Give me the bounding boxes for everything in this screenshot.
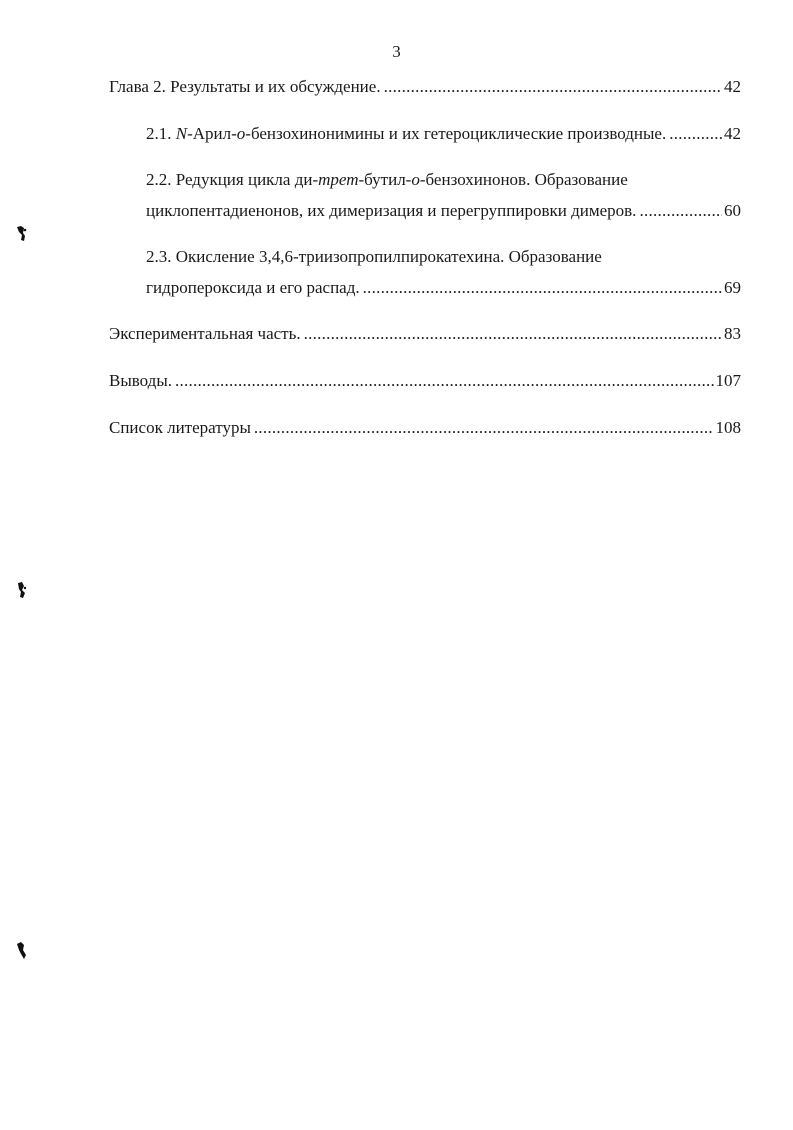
toc-leader-dots xyxy=(384,77,722,97)
toc-entry-conclusions[interactable] xyxy=(109,371,741,391)
toc-leader-dots xyxy=(639,201,722,221)
toc-entry-section-2-3-line1[interactable]: 2.3. Окисление 3,4,6-триизопропилпирокатехина. Образование xyxy=(146,247,602,266)
toc-leader-dots xyxy=(175,371,713,391)
toc-entry-references[interactable] xyxy=(109,418,741,438)
page-number: 3 xyxy=(392,42,401,61)
toc-entry-page: 69 xyxy=(724,278,741,297)
toc-entry-page: 107 xyxy=(715,371,741,390)
toc-leader-dots xyxy=(304,324,722,344)
toc-leader-dots xyxy=(669,124,722,144)
toc-entry-title: Выводы. xyxy=(109,371,173,390)
toc-entry-chapter2[interactable] xyxy=(109,77,741,97)
toc-leader-dots xyxy=(363,278,722,298)
toc-entry-page: 108 xyxy=(715,418,741,437)
toc-entry-title: циклопентадиенонов, их димеризация и перегруппировки димеров. xyxy=(146,201,637,220)
toc-entry-section-2-3[interactable] xyxy=(146,278,741,298)
toc-entry-title: 2.1. N-Арил-о-бензохинонимины и их гетероциклические производные. xyxy=(146,124,667,143)
toc-entry-page: 42 xyxy=(724,77,741,96)
binder-mark-icon xyxy=(14,224,30,244)
toc-entry-section-2-1[interactable] xyxy=(146,124,741,144)
toc-entry-page: 83 xyxy=(724,324,741,343)
toc-entry-title: Экспериментальная часть. xyxy=(109,324,301,343)
toc-leader-dots xyxy=(254,418,714,438)
toc-entry-page: 42 xyxy=(724,124,741,143)
toc-entry-section-2-2-line1[interactable]: 2.2. Редукция цикла ди-трет-бутил-о-бензохинонов. Образование xyxy=(146,170,628,189)
toc-entry-title: Список литературы xyxy=(109,418,251,437)
toc-entry-experimental[interactable] xyxy=(109,324,741,344)
binder-mark-icon xyxy=(14,940,30,962)
toc-entry-section-2-2[interactable] xyxy=(146,201,741,221)
toc-entry-title: Глава 2. Результаты и их обсуждение. xyxy=(109,77,381,96)
toc-entry-title: гидропероксида и его распад. xyxy=(146,278,360,297)
toc-entry-page: 60 xyxy=(724,201,741,220)
binder-mark-icon xyxy=(14,580,30,602)
